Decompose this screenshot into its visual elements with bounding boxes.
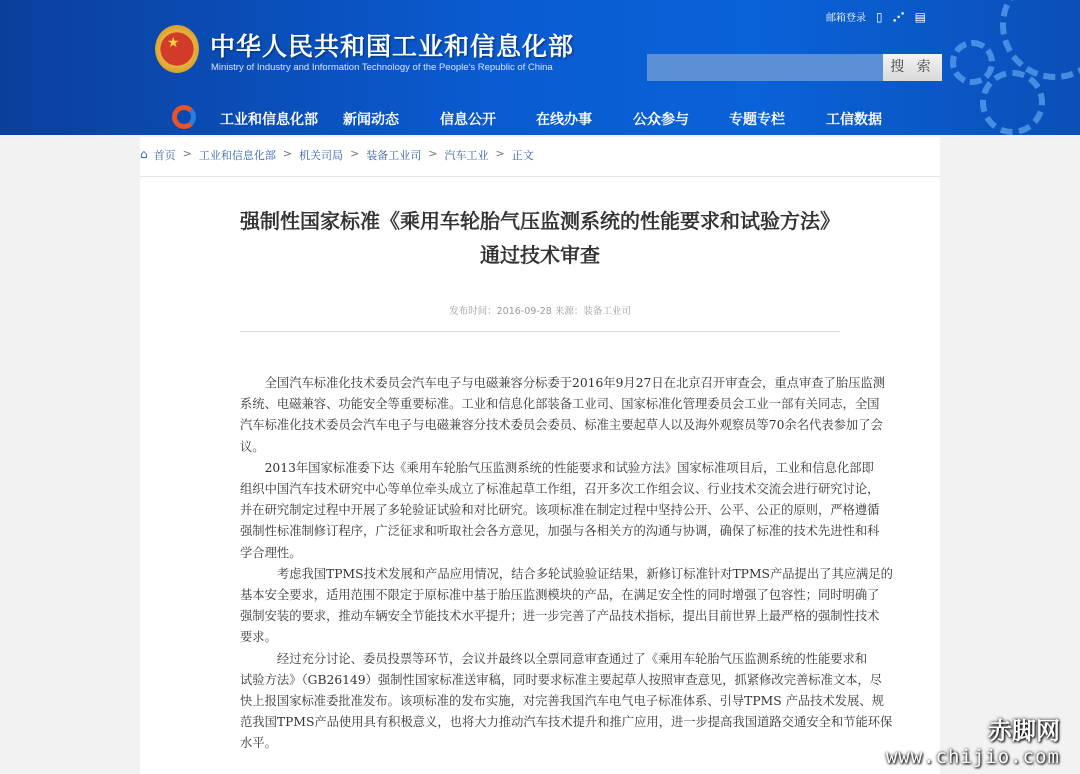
paragraph: [240, 564, 893, 649]
grid-icon[interactable]: ▤: [914, 9, 926, 24]
nav-item[interactable]: 信息公开: [440, 112, 496, 128]
nav-item[interactable]: 公众参与: [633, 112, 689, 128]
national-emblem-logo: ★: [155, 25, 199, 73]
breadcrumb-current: 正文: [511, 149, 534, 162]
paragraph-line: 基本安全要求，适用范围不限定于原标准中基于胎压监测模块的产品，在满足安全性的同时增强了包容性；同时明确了: [240, 588, 880, 603]
paragraph-line: 组织中国汽车技术研究中心等单位牵头成立了标准起草工作组，召开多次工作组会议、行业技术交流会进行研究讨论，: [240, 482, 880, 497]
gear-decoration-icon: [950, 40, 995, 85]
nav-item[interactable]: 在线办事: [536, 112, 592, 128]
paragraph-line: 考虑我国TPMS技术发展和产品应用情况，结合多轮试验验证结果，新修订标准针对TPMS产品提出了其应满足的: [240, 566, 893, 581]
paragraph-line: 范我国TPMS产品使用具有积极意义，也将大力推动汽车技术提升和推广应用，进一步提高我国道路交通安全和节能环保: [240, 715, 893, 730]
divider: [240, 331, 840, 332]
site-title[interactable]: 中华人民共和国工业和信息化部: [210, 32, 575, 61]
mobile-icon[interactable]: ▯: [876, 9, 883, 24]
paragraph-line: 要求。: [240, 630, 277, 645]
paragraph-line: 学合理性。: [240, 545, 302, 560]
paragraph: [240, 649, 893, 755]
rss-icon[interactable]: ⋰: [892, 9, 905, 24]
paragraph-line: 水平。: [240, 736, 277, 751]
search-input[interactable]: [647, 54, 883, 81]
title-line: 强制性国家标准《乘用车轮胎气压监测系统的性能要求和试验方法》: [240, 209, 840, 233]
article-meta: 发布时间：2016-09-28 来源：装备工业司: [449, 306, 631, 317]
breadcrumb-link[interactable]: 首页: [153, 149, 176, 162]
article-panel: [140, 137, 940, 774]
nav-item[interactable]: 工业和信息化部: [220, 112, 318, 128]
home-icon: ⌂: [140, 147, 148, 161]
paragraph-line: 快上报国家标准委批准发布。该项标准的发布实施，对完善我国汽车电气电子标准体系、引导TPMS 产品技术发展、规: [240, 694, 884, 709]
nav-item[interactable]: 专题专栏: [729, 112, 785, 128]
paragraph-line: 试验方法》（GB26149）强制性国家标准送审稿，同时要求标准主要起草人按照审查意见，抓紧修改完善标准文本，尽: [240, 672, 883, 687]
nav-item[interactable]: 工信数据: [826, 112, 882, 128]
paragraph-line: 系统、电磁兼容、功能安全等重要标准。工业和信息化部装备工业司、国家标准化管理委员会工业一部有关同志，全国: [240, 397, 880, 412]
mail-login-link[interactable]: 邮箱登录: [826, 13, 866, 24]
paragraph-line: 并在研究制定过程中开展了多轮验证试验和对比研究。该项标准在制定过程中坚持公开、公平、公正的原则，严格遵循: [240, 503, 880, 518]
main-nav: [0, 100, 1080, 135]
breadcrumb-link[interactable]: 机关司局: [299, 149, 344, 162]
nav-item[interactable]: 新闻动态: [343, 112, 399, 128]
watermark: [886, 711, 1060, 768]
article-body: [240, 373, 893, 755]
breadcrumb-link[interactable]: 装备工业司: [366, 149, 422, 162]
paragraph-line: 经过充分讨论、委员投票等环节，会议并最终以全票同意审查通过了《乘用车轮胎气压监测系统的性能要求和: [240, 651, 868, 666]
paragraph-line: 2013年国家标准委下达《乘用车轮胎气压监测系统的性能要求和试验方法》国家标准项目后，工业和信息化部即: [240, 460, 874, 475]
paragraph-line: 强制安装的要求，推动车辆安全节能技术水平提升；进一步完善了产品技术指标，提出目前世界上最严格的强制性技术: [240, 609, 880, 624]
site-header: [0, 0, 1080, 135]
site-subtitle: Ministry of Industry and Information Technology of the People's Republic of China: [211, 62, 553, 73]
paragraph: [240, 458, 880, 564]
paragraph-line: 全国汽车标准化技术委员会汽车电子与电磁兼容分标委于2016年9月27日在北京召开审查会，重点审查了胎压监测: [240, 376, 886, 390]
search-button[interactable]: 搜 索: [883, 54, 942, 81]
nav-logo-icon: [172, 105, 196, 129]
paragraph-line: 议。: [240, 439, 265, 454]
watermark-name: 赤脚网: [988, 717, 1060, 745]
breadcrumb-link[interactable]: 工业和信息化部: [198, 149, 276, 162]
paragraph-line: 汽车标准化技术委员会汽车电子与电磁兼容分技术委员会委员、标准主要起草人以及海外观察员等70余名代表参加了会: [240, 418, 883, 433]
breadcrumb-link[interactable]: 汽车工业: [444, 149, 489, 162]
paragraph: [240, 373, 886, 458]
gear-decoration-icon: [1000, 0, 1080, 80]
watermark-url: www.chijio.com: [885, 746, 1060, 768]
title-line: 通过技术审查: [480, 243, 600, 267]
breadcrumb: ⌂ 首页 > 工业和信息化部 > 机关司局 > 装备工业司 > 汽车工业 > 正文: [140, 147, 940, 177]
paragraph-line: 强制性标准制修订程序，广泛征求和听取社会各方意见，加强与各相关方的沟通与协调，确保了标准的技术先进性和科: [240, 524, 880, 539]
article-title: [140, 204, 940, 272]
